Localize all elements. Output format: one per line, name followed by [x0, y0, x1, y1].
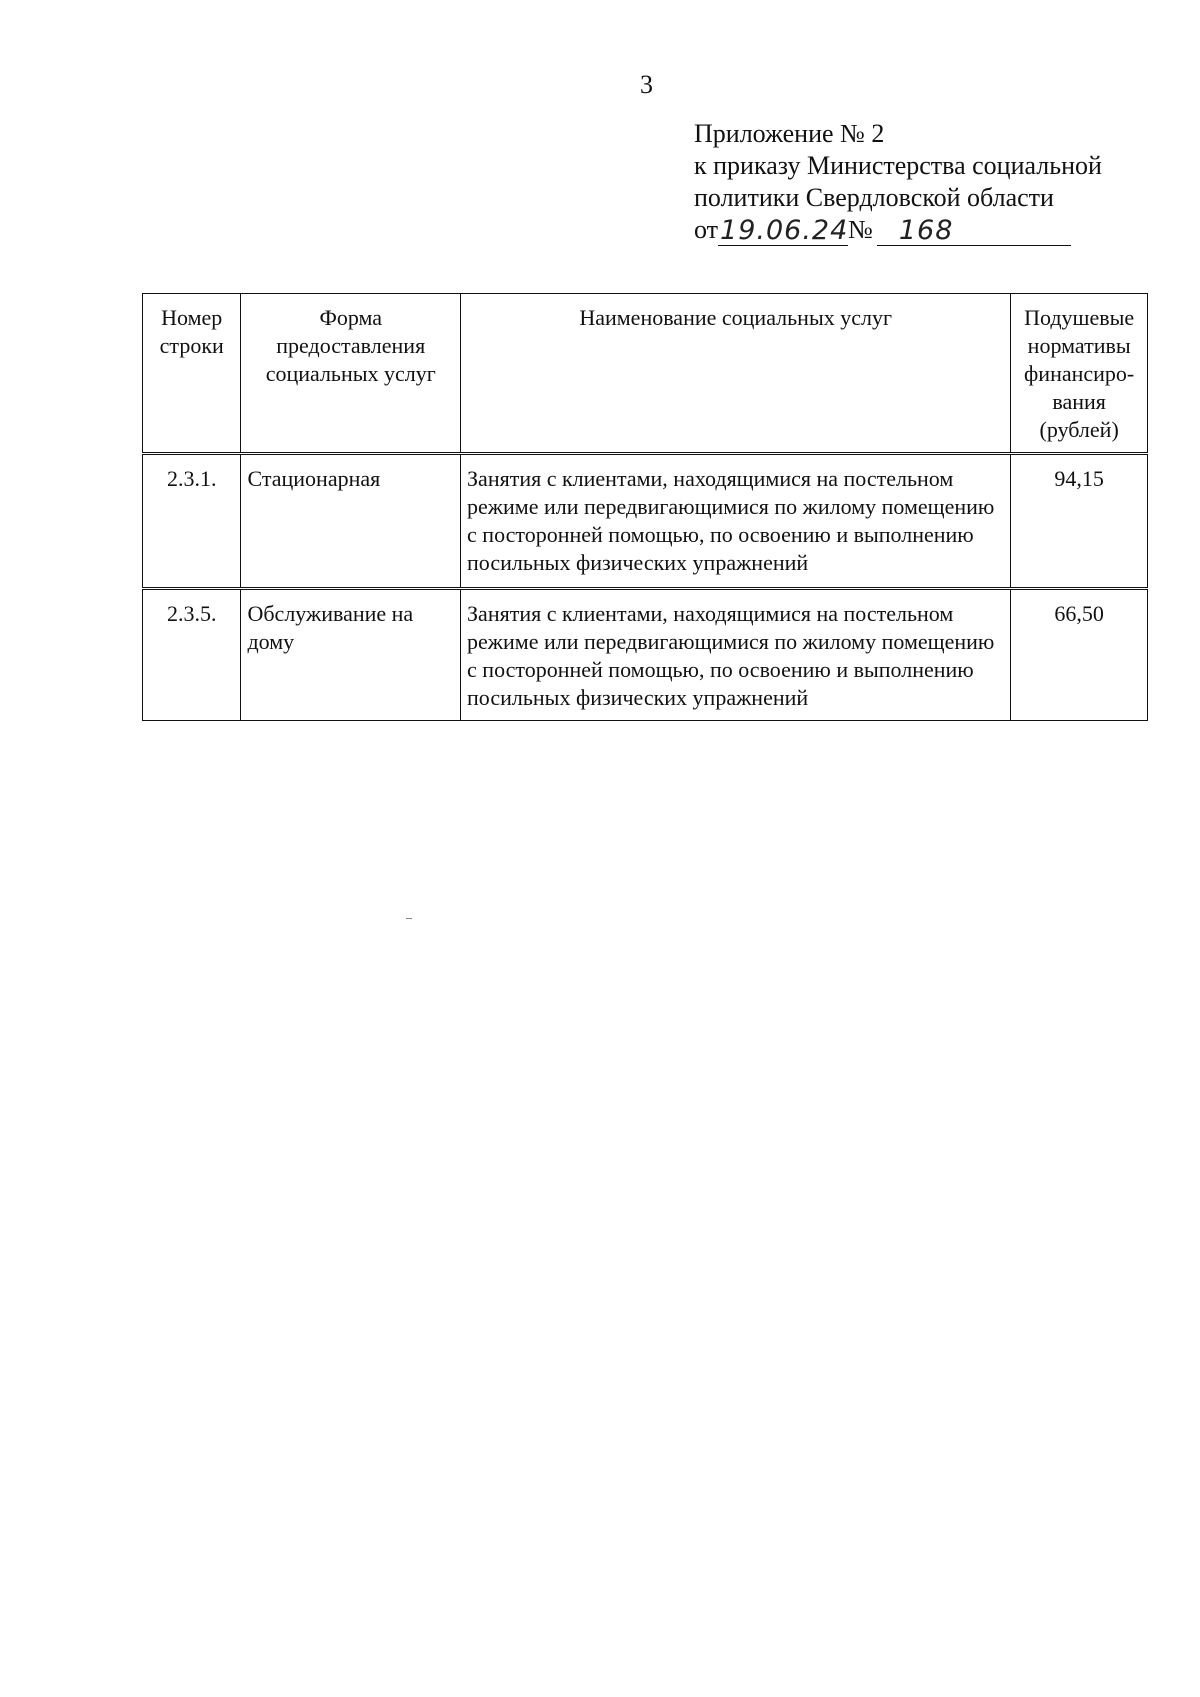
table-row — [143, 454, 1148, 589]
row-service-form: Обслуживание на дому — [241, 589, 461, 721]
row-financing-norm: 94,15 — [1011, 454, 1148, 589]
row-service-name: Занятия с клиентами, находящимися на постельном режиме или передвигающимися по жилому помещению с посторонней помощью, по освоению и выполнению посильных физических упражнений — [461, 589, 1011, 721]
norms-table — [142, 293, 1148, 721]
row-service-name: Занятия с клиентами, находящимися на постельном режиме или передвигающимися по жилому помещению с посторонней помощью, по освоению и выполнению посильных физических упражнений — [461, 454, 1011, 589]
table-header-row — [143, 294, 1148, 454]
annex-order-line: к приказу Министерства социальной — [694, 151, 1102, 180]
date-prefix: от — [694, 215, 719, 244]
header-row-number: Номер строки — [143, 294, 241, 454]
page-number: 3 — [640, 70, 653, 99]
row-financing-norm: 66,50 — [1011, 589, 1148, 721]
annex-ministry-line: политики Свердловской области — [694, 183, 1054, 212]
handwritten-date: 19.06.24 — [720, 215, 849, 246]
table-row — [143, 589, 1148, 721]
annex-header — [694, 118, 1102, 246]
scan-speck — [406, 918, 412, 919]
annex-title: Приложение № 2 — [694, 119, 885, 148]
row-number: 2.3.1. — [143, 454, 241, 589]
row-service-form: Стационарная — [241, 454, 461, 589]
number-prefix: № — [848, 215, 873, 244]
header-service-form: Форма предоставления социальных услуг — [241, 294, 461, 454]
annex-date-line — [694, 214, 1102, 246]
row-number: 2.3.5. — [143, 589, 241, 721]
header-financing-norm: Подушевые нормативы финансиро-вания (рублей) — [1011, 294, 1148, 454]
handwritten-number: 168 — [877, 217, 1071, 246]
header-service-name: Наименование социальных услуг — [461, 294, 1011, 454]
